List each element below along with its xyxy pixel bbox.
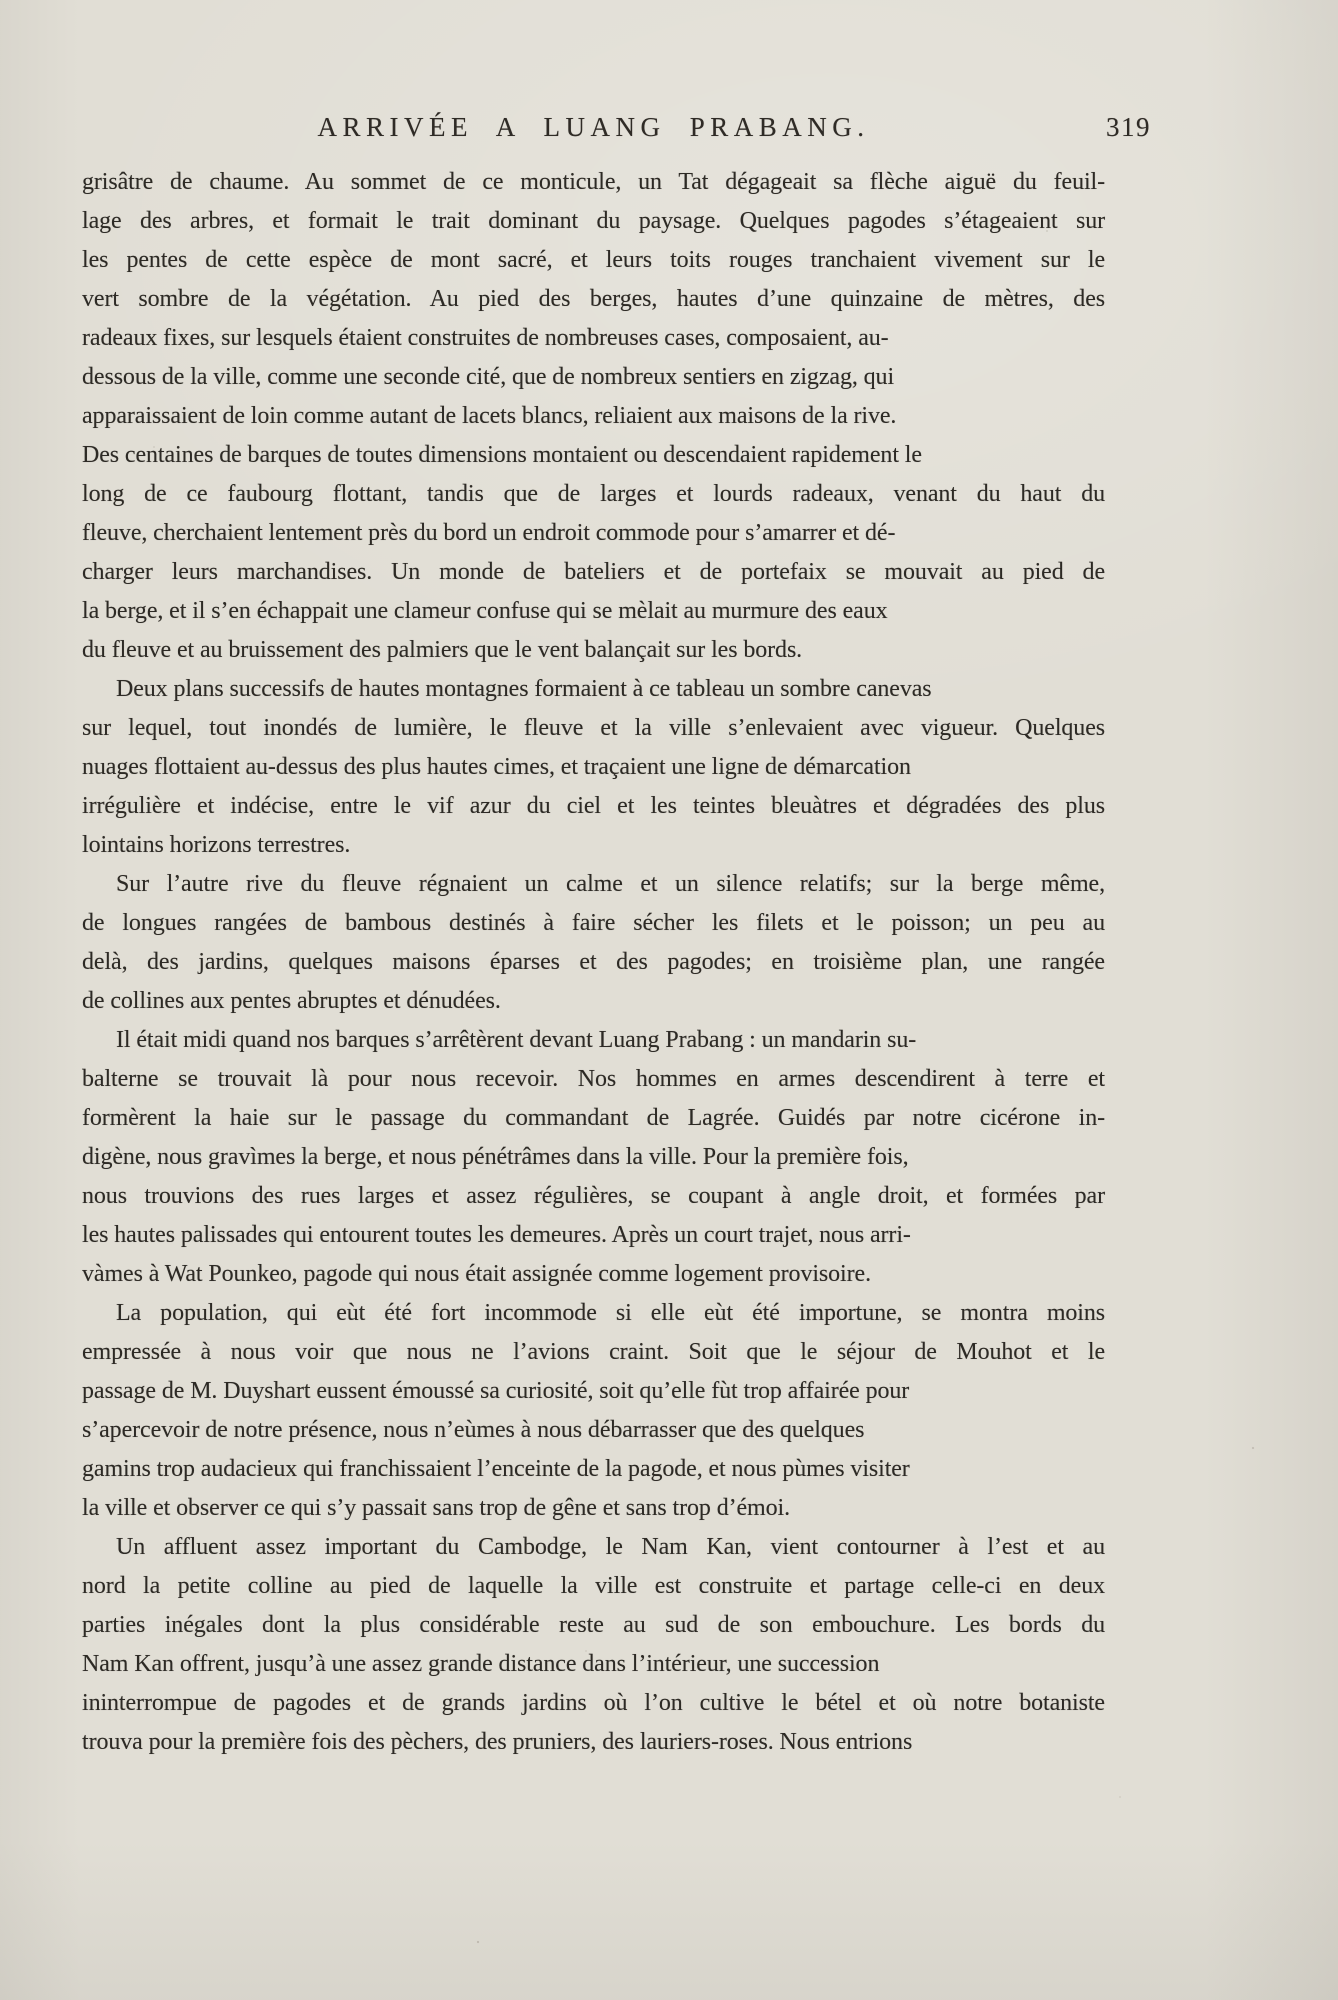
text-line [82,1060,1105,1099]
text-line [82,280,1105,319]
text-line-content: ininterrompue de pagodes et de grands jardins où l’on cultive le bétel et où notre botaniste [82,1690,1105,1716]
paragraph [82,670,1105,865]
text-line [82,553,1105,592]
text-line [82,475,1105,514]
text-line-content: La population, qui eùt été fort incommode si elle eùt été importune, se montra moins [116,1300,1105,1326]
text-line-content: irrégulière et indécise, entre le vif azur du ciel et les teintes bleuàtres et dégradées des plus [82,793,1105,819]
text-line [82,436,1105,475]
running-header-title: ARRIVÉE A LUANG PRABANG. [317,112,870,142]
text-line [82,865,1105,904]
text-line [82,943,1105,982]
text-line-content: delà, des jardins, quelques maisons éparses et des pagodes; en troisième plan, une rangée [82,949,1105,975]
text-line [82,358,1105,397]
paragraph [82,163,1105,670]
text-line-content: les pentes de cette espèce de mont sacré, et leurs toits rouges tranchaient vivement sur le [82,247,1105,273]
text-line [82,592,1105,631]
text-line [82,319,1105,358]
text-line [82,1567,1105,1606]
text-line [82,397,1105,436]
text-line-content: nous trouvions des rues larges et assez régulières, se coupant à angle droit, et formées par [82,1183,1105,1209]
text-line-content: balterne se trouvait là pour nous recevoir. Nos hommes en armes descendirent à terre et [82,1066,1105,1092]
text-line-content: les hautes palissades qui entourent toutes les demeures. Après un court trajet, nous arri- [82,1222,911,1248]
text-line [82,1723,1105,1762]
text-line [82,163,1105,202]
text-line [82,1021,1105,1060]
text-line [82,787,1105,826]
text-line-content: dessous de la ville, comme une seconde cité, que de nombreux sentiers en zigzag, qui [82,364,895,390]
text-line-content: Des centaines de barques de toutes dimensions montaient ou descendaient rapidement le [82,442,922,468]
text-line [82,241,1105,280]
text-line-content: formèrent la haie sur le passage du commandant de Lagrée. Guidés par notre cicérone in- [82,1105,1105,1131]
text-line-content: fleuve, cherchaient lentement près du bord un endroit commode pour s’amarrer et dé- [82,520,896,546]
page-header [82,112,1105,143]
text-line-content: parties inégales dont la plus considérable reste au sud de son embouchure. Les bords du [82,1612,1105,1638]
text-line [82,1216,1105,1255]
text-line [82,1684,1105,1723]
text-line [82,670,1105,709]
text-line [82,1255,1105,1294]
text-line [82,1411,1105,1450]
text-line-content: apparaissaient de loin comme autant de lacets blancs, reliaient aux maisons de la rive. [82,403,897,429]
paragraph [82,1294,1105,1528]
text-line-content: charger leurs marchandises. Un monde de bateliers et de portefaix se mouvait au pied de [82,559,1105,585]
text-line-content: grisâtre de chaume. Au sommet de ce monticule, un Tat dégageait sa flèche aiguë du feuil- [82,169,1105,195]
text-line-content: Sur l’autre rive du fleuve régnaient un calme et un silence relatifs; sur la berge même, [116,871,1105,897]
text-line-content: vàmes à Wat Pounkeo, pagode qui nous était assignée comme logement provisoire. [82,1261,871,1287]
text-line [82,826,1105,865]
paragraph [82,865,1105,1021]
text-line [82,1528,1105,1567]
text-line-content: du fleuve et au bruissement des palmiers que le vent balançait sur les bords. [82,637,803,663]
text-line-content: Nam Kan offrent, jusqu’à une assez grande distance dans l’intérieur, une succession [82,1651,880,1677]
text-line-content: sur lequel, tout inondés de lumière, le fleuve et la ville s’enlevaient avec vigueur. Quelques [82,715,1105,741]
text-line-content: la ville et observer ce qui s’y passait sans trop de gêne et sans trop d’émoi. [82,1495,790,1521]
text-block [82,163,1105,1762]
text-line-content: la berge, et il s’en échappait une clameur confuse qui se mèlait au murmure des eaux [82,598,888,624]
text-line [82,514,1105,553]
text-line [82,1645,1105,1684]
text-line-content: trouva pour la première fois des pèchers, des pruniers, des lauriers-roses. Nous entrions [82,1729,913,1755]
text-line [82,748,1105,787]
text-line [82,904,1105,943]
page-number: 319 [1106,112,1151,142]
paragraph [82,1021,1105,1294]
text-line-content: nuages flottaient au-dessus des plus hautes cimes, et traçaient une ligne de démarcation [82,754,911,780]
text-line [82,1489,1105,1528]
text-line [82,1606,1105,1645]
text-line-content: Un affluent assez important du Cambodge, le Nam Kan, vient contourner à l’est et au [116,1534,1105,1560]
text-line-content: Il était midi quand nos barques s’arrêtèrent devant Luang Prabang : un mandarin su- [116,1027,917,1053]
text-line [82,631,1105,670]
text-line-content: passage de M. Duyshart eussent émoussé sa curiosité, soit qu’elle fùt trop affairée pour [82,1378,910,1404]
text-line-content: gamins trop audacieux qui franchissaient l’enceinte de la pagode, et nous pùmes visiter [82,1456,910,1482]
text-line-content: lointains horizons terrestres. [82,832,351,858]
text-line [82,1177,1105,1216]
text-line-content: Deux plans successifs de hautes montagnes formaient à ce tableau un sombre canevas [116,676,932,702]
text-line-content: empressée à nous voir que nous ne l’avions craint. Soit que le séjour de Mouhot et le [82,1339,1105,1365]
text-line-content: de longues rangées de bambous destinés à faire sécher les filets et le poisson; un peu au [82,910,1105,936]
text-line [82,1138,1105,1177]
text-line-content: s’apercevoir de notre présence, nous n’eùmes à nous débarrasser que des quelques [82,1417,865,1443]
text-line-content: nord la petite colline au pied de laquelle la ville est construite et partage celle-ci en deux [82,1573,1105,1599]
text-line-content: de collines aux pentes abruptes et dénudées. [82,988,501,1014]
text-line [82,1372,1105,1411]
text-line-content: digène, nous gravìmes la berge, et nous pénétrâmes dans la ville. Pour la première fois, [82,1144,909,1170]
text-line [82,1333,1105,1372]
text-line-content: lage des arbres, et formait le trait dominant du paysage. Quelques pagodes s’étageaient sur [82,208,1105,234]
text-line [82,709,1105,748]
text-line-content: radeaux fixes, sur lesquels étaient construites de nombreuses cases, composaient, au- [82,325,889,351]
paragraph [82,1528,1105,1762]
text-line [82,1450,1105,1489]
text-line [82,982,1105,1021]
text-line [82,1294,1105,1333]
text-line [82,1099,1105,1138]
text-line-content: vert sombre de la végétation. Au pied des berges, hautes d’une quinzaine de mètres, des [82,286,1105,312]
text-line-content: long de ce faubourg flottant, tandis que de larges et lourds radeaux, venant du haut du [82,481,1105,507]
text-line [82,202,1105,241]
